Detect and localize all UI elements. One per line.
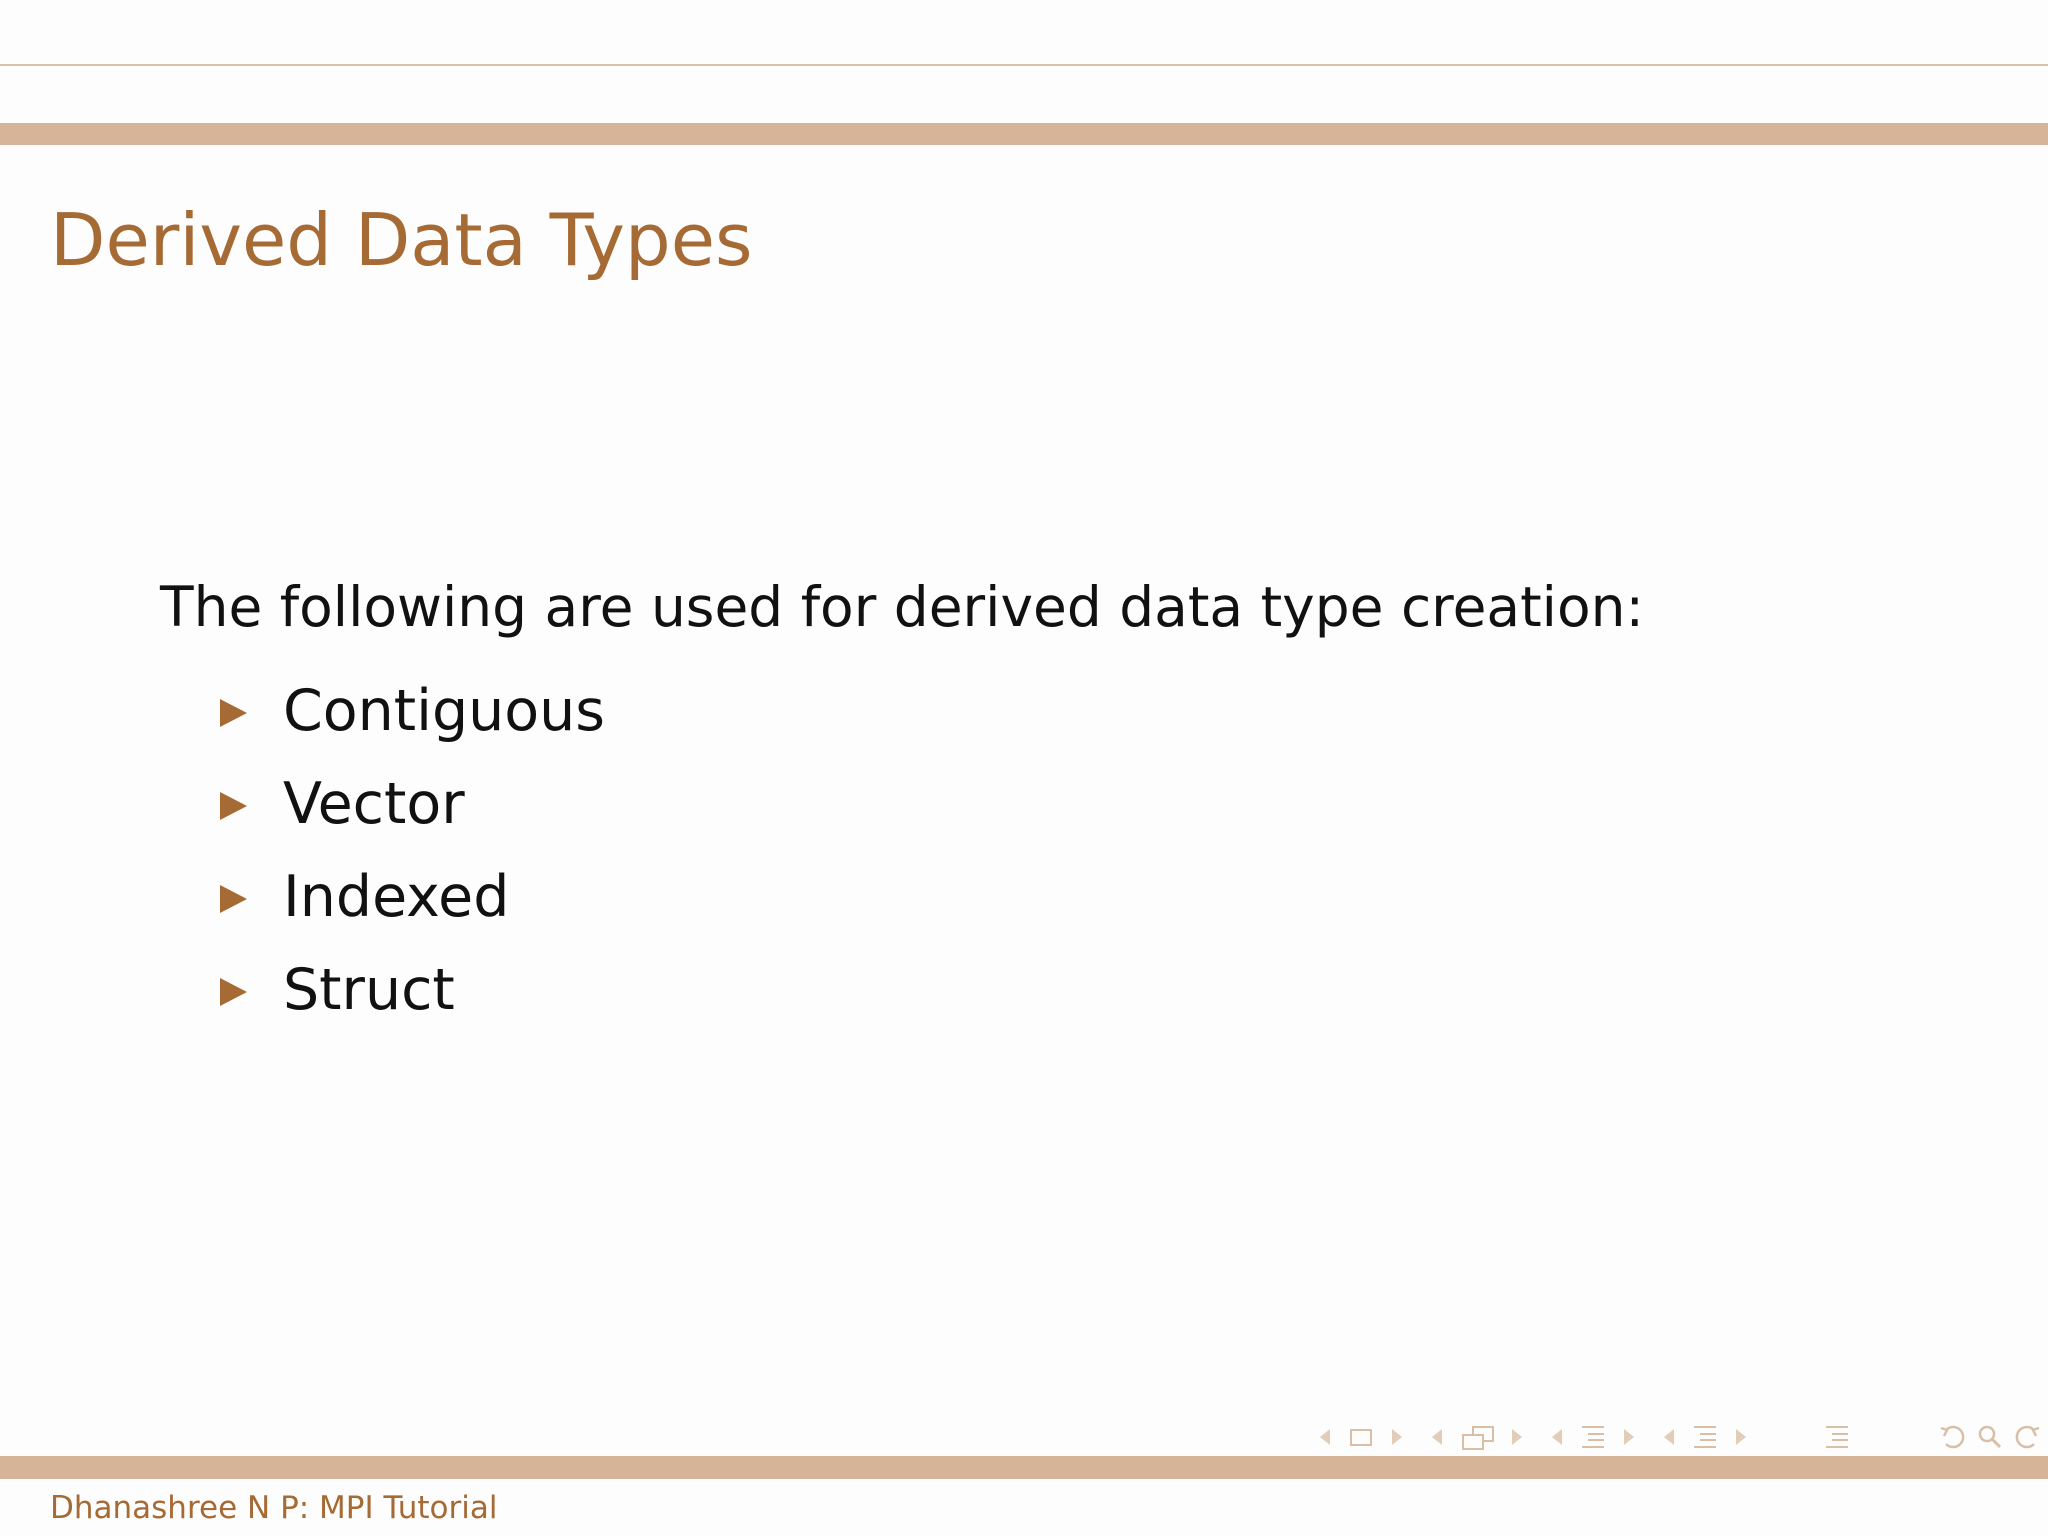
nav-tools bbox=[1938, 1422, 2042, 1452]
bullet-item-indexed bbox=[220, 850, 605, 943]
bullet-item-contiguous bbox=[220, 664, 605, 757]
beamer-navigation-bar bbox=[1320, 1424, 1898, 1450]
prev-subsection-icon[interactable] bbox=[1432, 1429, 1442, 1445]
bullet-list bbox=[220, 664, 605, 1036]
nav-subsection-group bbox=[1432, 1426, 1522, 1448]
next-section-icon[interactable] bbox=[1624, 1429, 1634, 1445]
bullet-label: Vector bbox=[283, 770, 465, 837]
footer-band bbox=[0, 1456, 2048, 1479]
bullet-item-struct bbox=[220, 943, 605, 1036]
top-rule bbox=[0, 64, 2048, 66]
stacked-frames-icon[interactable] bbox=[1462, 1426, 1492, 1448]
bullet-item-vector bbox=[220, 757, 605, 850]
prev-frame-icon[interactable] bbox=[1320, 1429, 1330, 1445]
nav-subsection-list-group bbox=[1664, 1426, 1746, 1448]
search-icon[interactable] bbox=[1976, 1422, 2004, 1452]
triangle-bullet-icon bbox=[220, 978, 247, 1006]
triangle-bullet-icon bbox=[220, 699, 247, 727]
nav-frame-group bbox=[1320, 1429, 1402, 1446]
subsection-lines-icon[interactable] bbox=[1694, 1426, 1716, 1448]
nav-toc-group bbox=[1806, 1426, 1868, 1448]
section-lines-icon[interactable] bbox=[1582, 1426, 1604, 1448]
footer-author-title: Dhanashree N P: MPI Tutorial bbox=[50, 1490, 498, 1526]
next-subsection-icon[interactable] bbox=[1512, 1429, 1522, 1445]
bullet-label: Struct bbox=[283, 956, 455, 1023]
triangle-bullet-icon bbox=[220, 885, 247, 913]
forward-icon[interactable] bbox=[2012, 1422, 2042, 1452]
header-band bbox=[0, 123, 2048, 145]
toc-icon[interactable] bbox=[1826, 1426, 1848, 1448]
next-frame-icon[interactable] bbox=[1392, 1429, 1402, 1445]
frame-icon[interactable] bbox=[1350, 1429, 1372, 1446]
prev-part-icon[interactable] bbox=[1664, 1429, 1674, 1445]
back-icon[interactable] bbox=[1938, 1422, 1968, 1452]
nav-section-group bbox=[1552, 1426, 1634, 1448]
bullet-label: Contiguous bbox=[283, 677, 605, 744]
bullet-label: Indexed bbox=[283, 863, 510, 930]
triangle-bullet-icon bbox=[220, 792, 247, 820]
frame-title: Derived Data Types bbox=[50, 198, 753, 282]
next-part-icon[interactable] bbox=[1736, 1429, 1746, 1445]
prev-section-icon[interactable] bbox=[1552, 1429, 1562, 1445]
intro-text: The following are used for derived data type creation: bbox=[160, 575, 1645, 639]
